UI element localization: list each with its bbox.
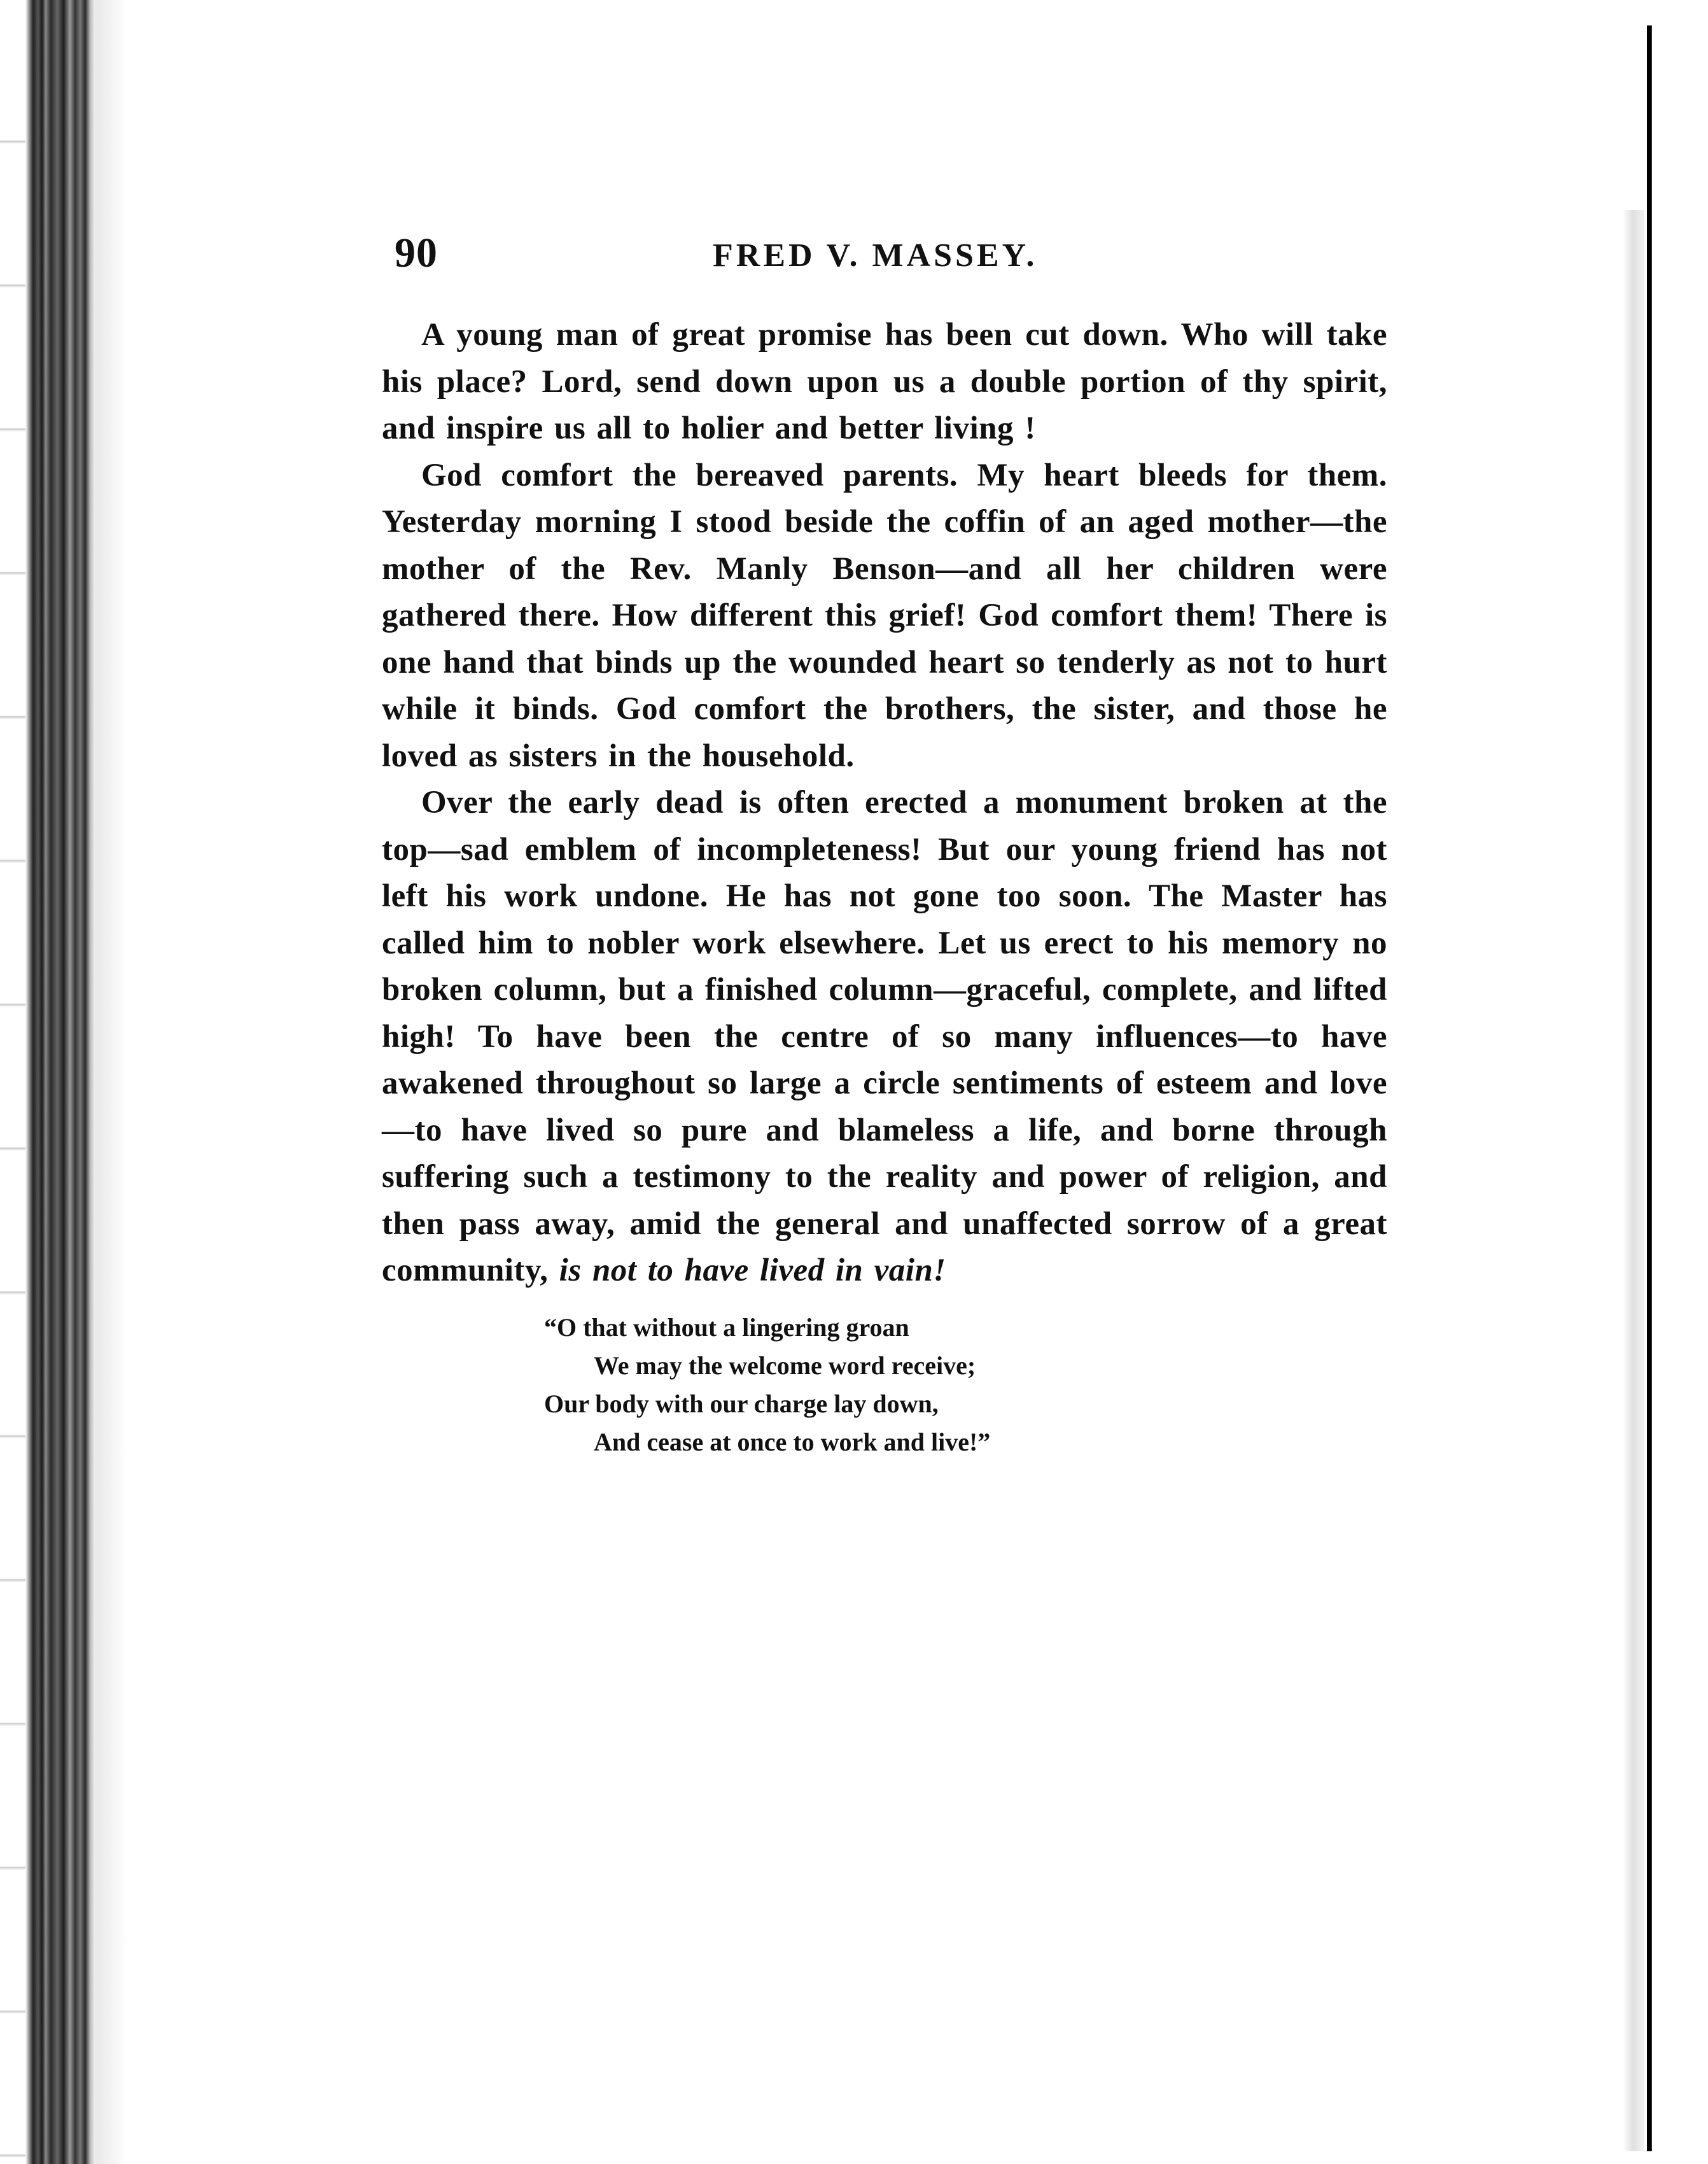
paragraph — [382, 312, 1387, 453]
paragraph-text: God comfort the bereaved parents. My heart bleeds for them. Yesterday morning I stood beside the coffin of an aged mother—the mother of the Rev. Manly Benson—and all her children were gathered there. How different this grief! God comfort them! There is one hand that binds up the wounded heart so tenderly as not to hurt while it binds. God comfort the brothers, the sister, and those he loved as sisters in the household. — [382, 457, 1387, 774]
verse-line: Our body with our charge lay down, — [544, 1389, 939, 1418]
paragraph-text: A young man of great promise has been cut down. Who will take his place? Lord, send down upon us a double portion of thy spirit, and inspire us all to holier and better living ! — [382, 317, 1387, 446]
page-fold-edge — [1623, 210, 1644, 2151]
right-page-border — [1647, 25, 1652, 2151]
italic-phrase: is not to have lived in vain! — [559, 1253, 946, 1288]
verse-line: We may the welcome word receive; — [594, 1351, 976, 1380]
body-text — [382, 312, 1387, 1295]
verse-line: And cease at once to work and live!” — [594, 1427, 991, 1456]
page-gutter-shadow — [95, 0, 127, 2164]
book-page — [382, 229, 1387, 1461]
verse-quotation — [544, 1309, 1387, 1461]
verse-line: “O that without a lingering groan — [544, 1312, 909, 1342]
scan-noise — [0, 0, 25, 2164]
running-title: FRED V. MASSEY. — [713, 237, 1038, 274]
running-head — [382, 229, 1387, 286]
scan-margin — [1655, 0, 1708, 2164]
page-number: 90 — [395, 230, 438, 276]
paragraph — [382, 453, 1387, 780]
paragraph — [382, 780, 1387, 1295]
paragraph-text: Over the early dead is often erected a monument broken at the top—sad emblem of incompleteness! But our young friend has not left his work undone. He has not gone too soon. The Master has called him to nobler work elsewhere. Let us erect to his memory no broken column, but a finished column—graceful, complete, and lifted high! To have been the centre of so many influences—to have awakened throughout so large a circle sentiments of esteem and love—to have lived so pure and blameless a life, and borne through suffering such a testimony to the reality and power of religion, and then pass away, amid the general and unaffected sorrow of a great community, — [382, 785, 1387, 1288]
